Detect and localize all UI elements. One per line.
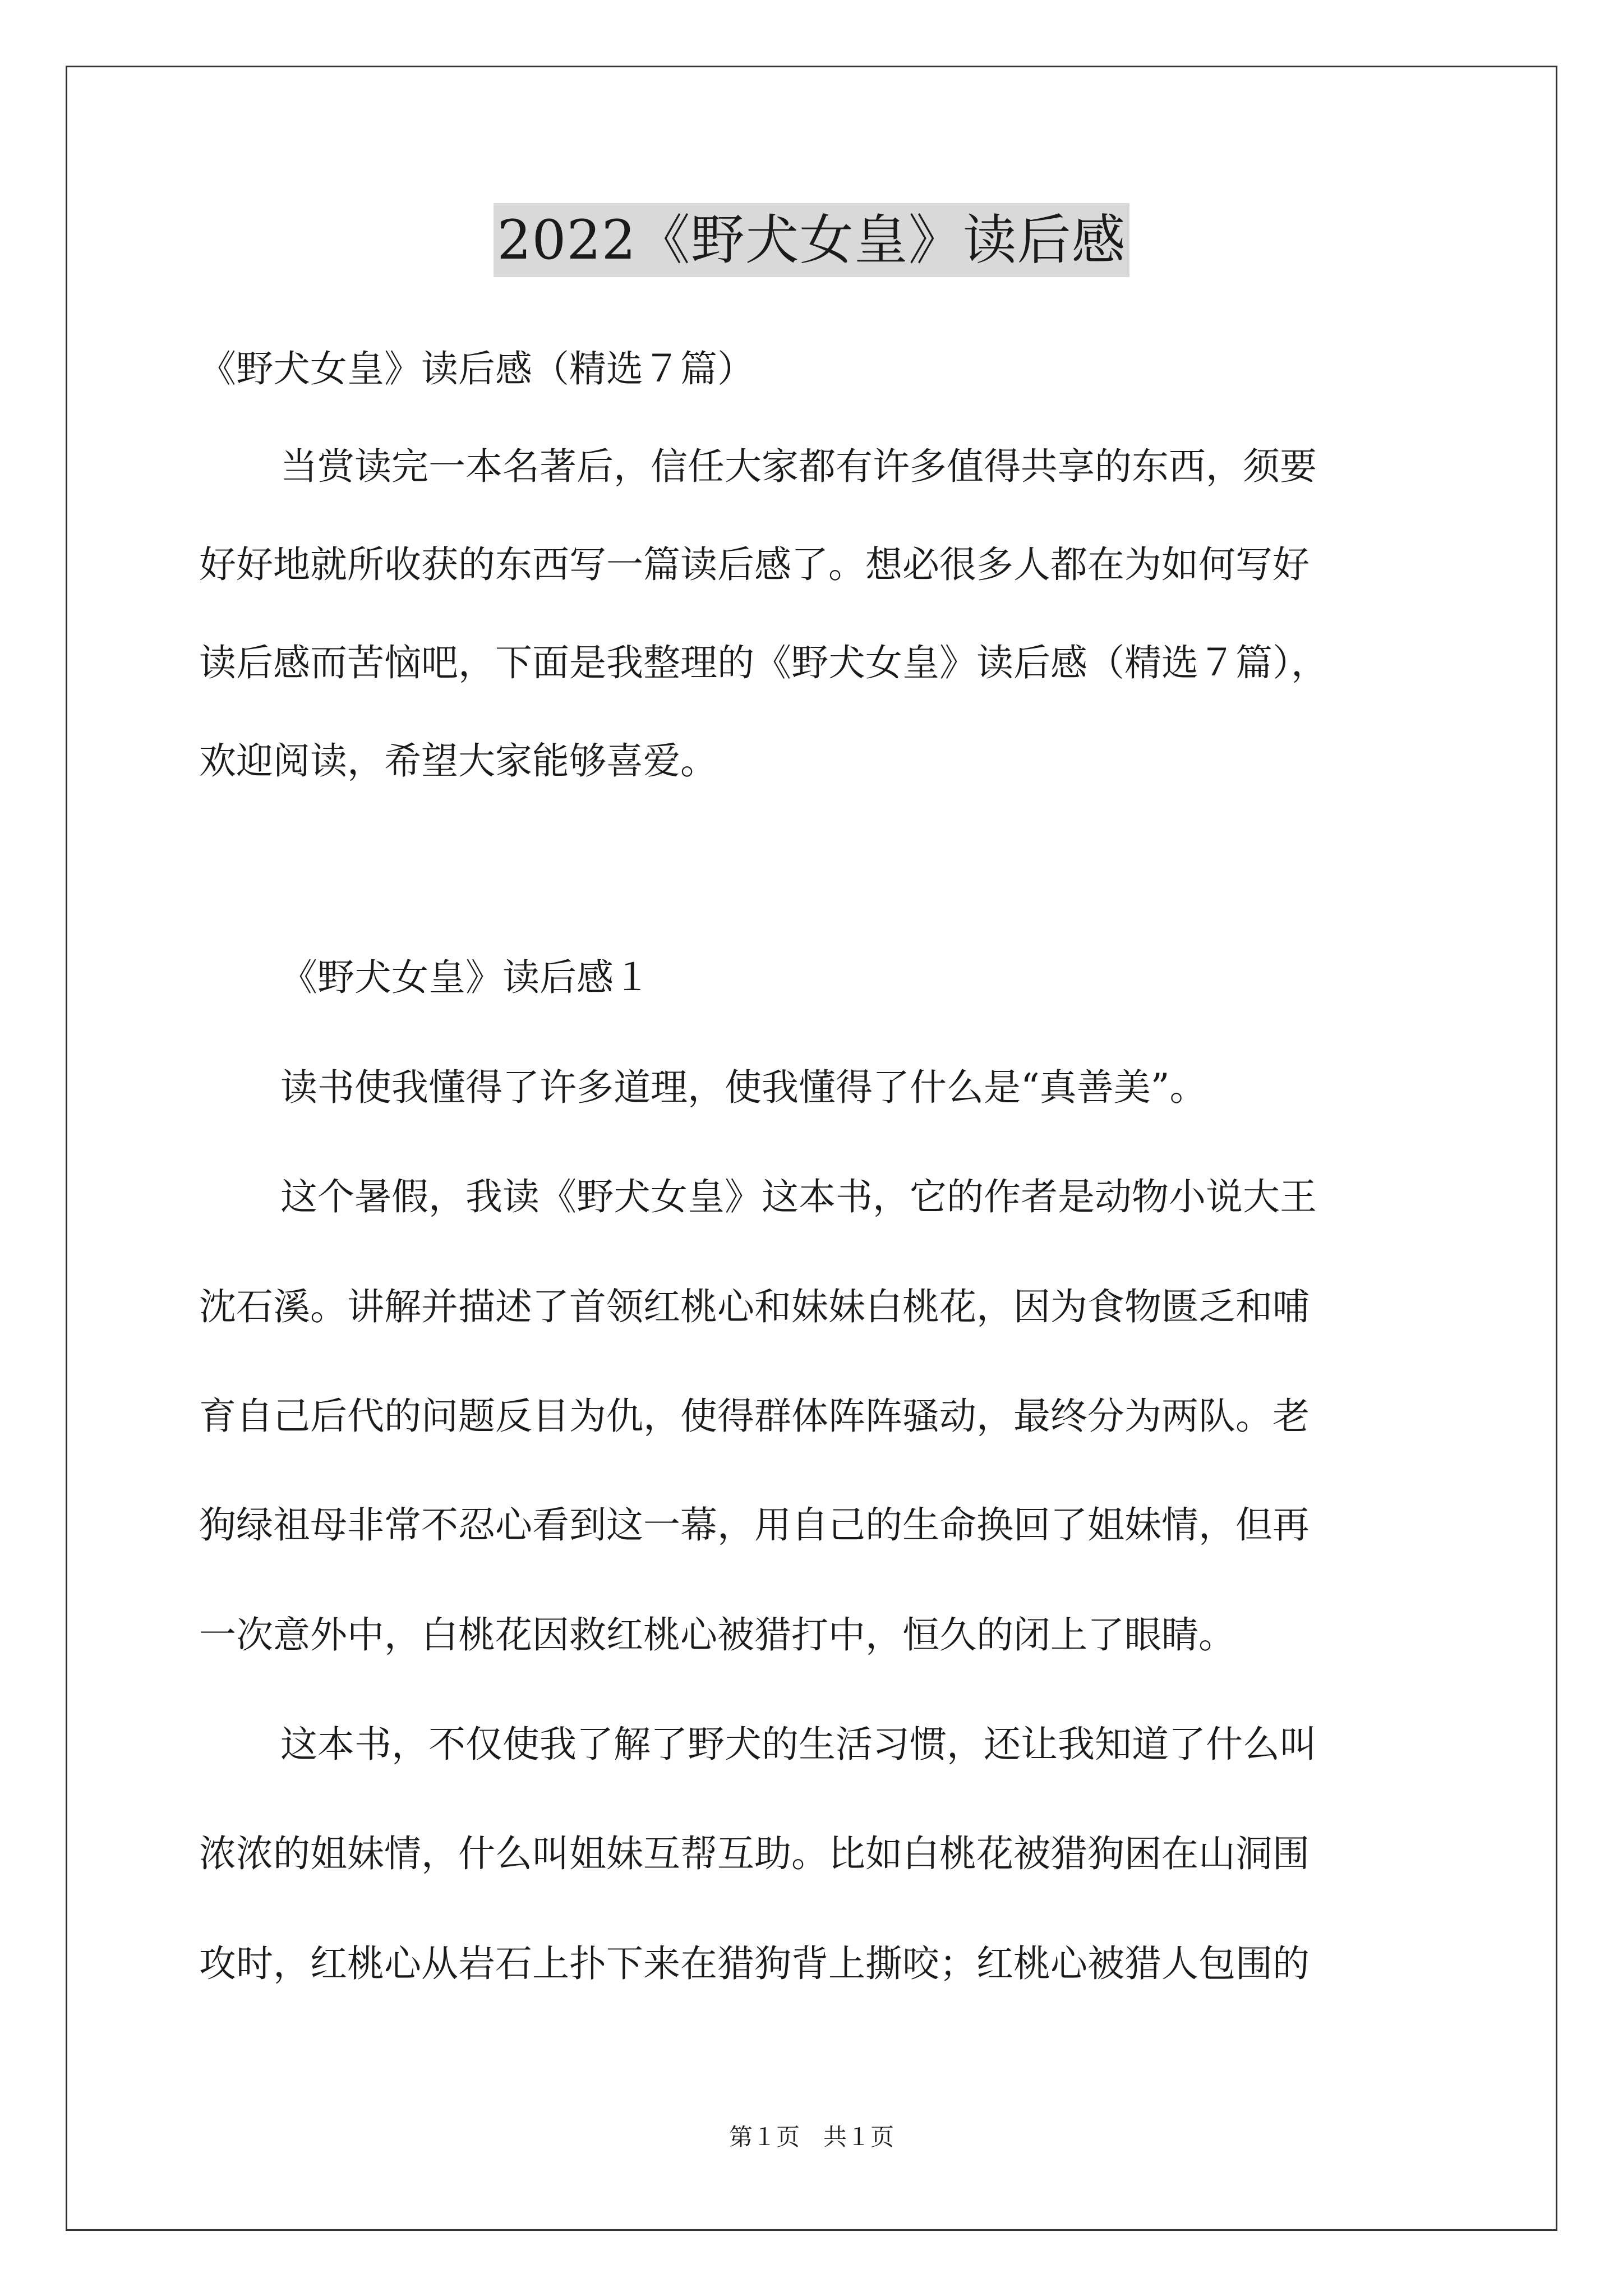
intro-line-3: 读后感而苦恼吧，下面是我整理的《野犬女皇》读后感（精选７篇）， [199, 641, 1328, 684]
intro-line-2: 好好地就所收获的东西写一篇读后感了。想必很多人都在为如何写好 [199, 543, 1310, 586]
paragraph2-line-5: 一次意外中，白桃花因救红桃心被猎打中，恒久的闭上了眼睛。 [199, 1613, 1235, 1657]
section-heading: 《野犬女皇》读后感１ [280, 956, 651, 999]
paragraph3-line-3: 攻时，红桃心从岩石上扑下来在猎狗背上撕咬；红桃心被猎人包围的 [199, 1942, 1310, 1985]
paragraph2-line-3: 育自己后代的问题反目为仇，使得群体阵阵骚动，最终分为两队。老 [199, 1395, 1310, 1438]
paragraph1-line-1: 读书使我懂得了许多道理，使我懂得了什么是“真善美”。 [280, 1066, 1207, 1109]
paragraph2-line-1: 这个暑假，我读《野犬女皇》这本书，它的作者是动物小说大王 [280, 1175, 1317, 1218]
paragraph3-line-2: 浓浓的姐妹情，什么叫姐妹互帮互助。比如白桃花被猎狗困在山洞围 [199, 1832, 1310, 1875]
document-subtitle: 《野犬女皇》读后感（精选７篇） [199, 347, 754, 390]
title-container [0, 203, 1623, 277]
paragraph3-line-1: 这本书，不仅使我了解了野犬的生活习惯，还让我知道了什么叫 [280, 1723, 1317, 1766]
page-footer: 第１页 共１页 [728, 2123, 894, 2151]
intro-line-1: 当赏读完一本名著后，信任大家都有许多值得共享的东西，须要 [280, 445, 1317, 488]
paragraph2-line-2: 沈石溪。讲解并描述了首领红桃心和妹妹白桃花，因为食物匮乏和哺 [199, 1285, 1310, 1328]
document-title: 2022《野犬女皇》读后感 [494, 203, 1129, 277]
paragraph2-line-4: 狗绿祖母非常不忍心看到这一幕，用自己的生命换回了姐妹情，但再 [199, 1503, 1310, 1547]
intro-line-4: 欢迎阅读，希望大家能够喜爱。 [199, 739, 717, 783]
